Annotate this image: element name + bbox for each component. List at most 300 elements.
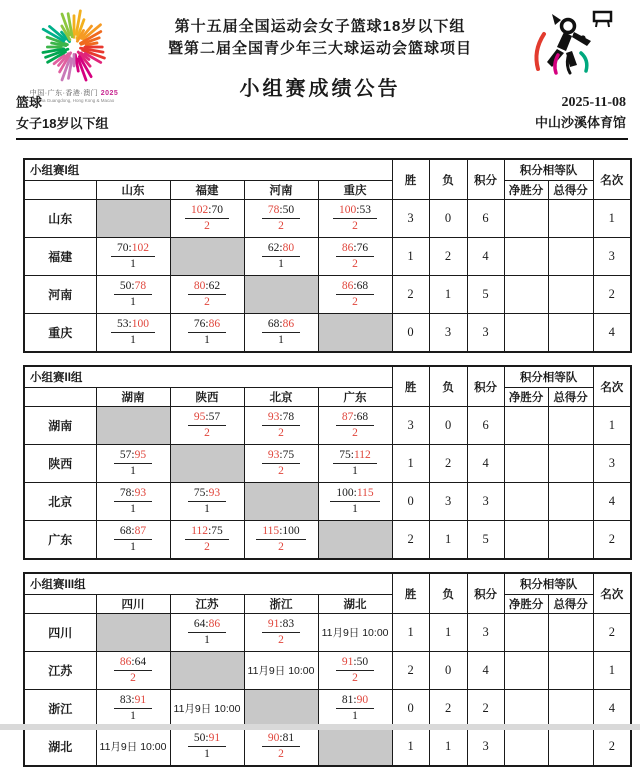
match-score-cell xyxy=(318,690,392,728)
venue-label: 中山沙溪体育馆 xyxy=(534,115,626,130)
table-row xyxy=(24,652,631,690)
page-edge xyxy=(0,724,640,730)
score: 70:102 xyxy=(111,242,155,257)
score-right: 75 xyxy=(282,448,295,461)
game-points: 1 xyxy=(204,333,210,346)
match-score-cell xyxy=(244,238,318,276)
match-score-cell xyxy=(170,728,244,767)
game-points: 2 xyxy=(204,295,210,308)
score-fraction xyxy=(111,318,155,347)
score-right: 115 xyxy=(356,486,374,499)
event-title-line2: 暨第二届全国青少年三大球运动会篮球项目 xyxy=(167,40,472,57)
match-score-cell xyxy=(96,238,170,276)
total-score-cell xyxy=(548,483,593,521)
score-right: 100 xyxy=(131,317,149,330)
game-points: 2 xyxy=(130,671,136,684)
diagonal-cell xyxy=(244,276,318,314)
points-cell: 4 xyxy=(467,445,504,483)
group-label: 小组赛II组 xyxy=(24,366,392,388)
score-fraction xyxy=(333,204,377,233)
score-right: 78 xyxy=(282,410,295,423)
rank-cell: 2 xyxy=(593,521,631,560)
group-table xyxy=(23,158,632,353)
group-table xyxy=(23,572,632,767)
score-right: 50 xyxy=(282,203,295,216)
total-score-cell xyxy=(548,200,593,238)
score-fraction xyxy=(336,656,374,685)
score-left: 83 xyxy=(119,693,132,706)
score-left: 93 xyxy=(267,410,280,423)
score-left: 93 xyxy=(267,448,280,461)
event-title-line1: 第十五届全国运动会女子篮球18岁以下组 xyxy=(174,18,466,35)
points-cell: 2 xyxy=(467,690,504,728)
diagonal-cell xyxy=(96,407,170,445)
goal-diff-cell xyxy=(504,276,548,314)
score-right: 80 xyxy=(282,241,295,254)
game-points: 2 xyxy=(352,295,358,308)
score-fraction xyxy=(188,487,226,516)
diagonal-cell xyxy=(170,652,244,690)
rank-cell: 3 xyxy=(593,445,631,483)
match-score-cell xyxy=(318,238,392,276)
score-right: 68 xyxy=(356,410,369,423)
wins-cell: 3 xyxy=(392,200,429,238)
losses-cell: 2 xyxy=(429,445,467,483)
score-left: 100 xyxy=(339,203,357,216)
losses-cell: 1 xyxy=(429,276,467,314)
team-row-header: 湖北 xyxy=(24,728,96,767)
score-fraction xyxy=(333,449,377,478)
goal-diff-cell xyxy=(504,445,548,483)
points-cell: 3 xyxy=(467,614,504,652)
wins-cell: 2 xyxy=(392,276,429,314)
game-points: 2 xyxy=(278,426,284,439)
col-header-points: 积分 xyxy=(467,159,504,200)
scheduled-match-cell: 11月9日 10:00 xyxy=(244,652,318,690)
col-header-loss: 负 xyxy=(429,366,467,407)
match-score-cell xyxy=(318,407,392,445)
score-fraction xyxy=(114,525,152,554)
score-right: 78 xyxy=(134,279,147,292)
game-points: 1 xyxy=(130,464,136,477)
col-header-rank: 名次 xyxy=(593,573,631,614)
score: 57:95 xyxy=(114,449,152,464)
team-row-header: 重庆 xyxy=(24,314,96,353)
diagonal-cell xyxy=(96,200,170,238)
col-header-points: 积分 xyxy=(467,366,504,407)
team-row-header: 广东 xyxy=(24,521,96,560)
game-points: 1 xyxy=(204,633,210,646)
col-header-rank: 名次 xyxy=(593,366,631,407)
score: 95:57 xyxy=(188,411,226,426)
score-left: 80 xyxy=(193,279,206,292)
col-header-diff: 净胜分 xyxy=(504,595,548,614)
score-right: 86 xyxy=(208,617,221,630)
match-score-cell xyxy=(96,652,170,690)
score-right: 93 xyxy=(134,486,147,499)
match-score-cell xyxy=(96,445,170,483)
date-label: 2025-11-08 xyxy=(561,95,626,110)
sport-label: 篮球 xyxy=(16,95,43,110)
total-score-cell xyxy=(548,314,593,353)
goal-diff-cell xyxy=(504,614,548,652)
table-row xyxy=(24,407,631,445)
score-left: 95 xyxy=(193,410,206,423)
total-score-cell xyxy=(548,728,593,767)
score-left: 50 xyxy=(119,279,132,292)
match-score-cell xyxy=(170,407,244,445)
goal-diff-cell xyxy=(504,521,548,560)
match-score-cell xyxy=(96,690,170,728)
score-right: 83 xyxy=(282,617,295,630)
score-left: 50 xyxy=(193,731,206,744)
total-score-cell xyxy=(548,407,593,445)
score: 81:90 xyxy=(336,694,374,709)
score-left: 76 xyxy=(193,317,206,330)
score-left: 86 xyxy=(341,241,354,254)
score-fraction xyxy=(336,411,374,440)
score-left: 78 xyxy=(267,203,280,216)
col-header-total: 总得分 xyxy=(548,388,593,407)
team-column-header: 广东 xyxy=(318,388,392,407)
game-points: 2 xyxy=(352,257,358,270)
match-score-cell xyxy=(244,614,318,652)
losses-cell: 3 xyxy=(429,483,467,521)
score: 91:83 xyxy=(262,618,300,633)
wins-cell: 1 xyxy=(392,445,429,483)
col-header-diff: 净胜分 xyxy=(504,181,548,200)
team-column-header: 北京 xyxy=(244,388,318,407)
score: 78:50 xyxy=(262,204,300,219)
game-points: 2 xyxy=(278,219,284,232)
score-fraction xyxy=(114,280,152,309)
score-fraction xyxy=(336,242,374,271)
wins-cell: 1 xyxy=(392,728,429,767)
diagonal-cell xyxy=(170,238,244,276)
score: 115:100 xyxy=(256,525,305,540)
header-divider xyxy=(16,138,628,140)
score: 93:78 xyxy=(262,411,300,426)
goal-diff-cell xyxy=(504,407,548,445)
score-right: 91 xyxy=(134,693,147,706)
match-score-cell xyxy=(170,614,244,652)
score: 78:93 xyxy=(114,487,152,502)
game-points: 1 xyxy=(204,747,210,760)
rank-cell: 4 xyxy=(593,314,631,353)
losses-cell: 3 xyxy=(429,314,467,353)
team-row-header: 陕西 xyxy=(24,445,96,483)
table-row xyxy=(24,521,631,560)
score: 76:86 xyxy=(188,318,226,333)
score-fraction xyxy=(262,732,300,761)
team-column-header: 河南 xyxy=(244,181,318,200)
losses-cell: 1 xyxy=(429,521,467,560)
total-score-cell xyxy=(548,690,593,728)
score-fraction xyxy=(262,318,300,347)
score-fraction xyxy=(336,280,374,309)
game-points: 2 xyxy=(204,219,210,232)
score-left: 70 xyxy=(117,241,129,254)
score: 50:78 xyxy=(114,280,152,295)
game-points: 1 xyxy=(352,464,358,477)
score-left: 86 xyxy=(341,279,354,292)
score-fraction xyxy=(114,694,152,723)
corner-cell xyxy=(24,595,96,614)
score-right: 50 xyxy=(356,655,369,668)
game-points: 2 xyxy=(278,747,284,760)
game-points: 1 xyxy=(130,257,136,270)
total-score-cell xyxy=(548,238,593,276)
table-row xyxy=(24,728,631,767)
score-left: 75 xyxy=(339,448,351,461)
table-row xyxy=(24,445,631,483)
score-fraction xyxy=(330,487,379,516)
score-left: 115 xyxy=(262,524,280,537)
score-left: 53 xyxy=(117,317,129,330)
score: 62:80 xyxy=(262,242,300,257)
tables xyxy=(23,141,628,767)
goal-diff-cell xyxy=(504,314,548,353)
diagonal-cell xyxy=(170,445,244,483)
document-header xyxy=(90,16,550,101)
score-right: 87 xyxy=(134,524,147,537)
score-left: 91 xyxy=(267,617,280,630)
score-right: 53 xyxy=(359,203,371,216)
score: 86:76 xyxy=(336,242,374,257)
score: 68:86 xyxy=(262,318,300,333)
col-header-total: 总得分 xyxy=(548,595,593,614)
match-score-cell xyxy=(244,521,318,560)
match-score-cell xyxy=(318,200,392,238)
diagonal-cell xyxy=(244,690,318,728)
rank-cell: 1 xyxy=(593,652,631,690)
team-row-header: 浙江 xyxy=(24,690,96,728)
score-fraction xyxy=(114,487,152,516)
match-score-cell xyxy=(96,483,170,521)
total-score-cell xyxy=(548,445,593,483)
emblem-caption-en: China Guangdong, Hong Kong & Macao xyxy=(33,98,115,104)
table-row xyxy=(24,690,631,728)
wins-cell: 0 xyxy=(392,690,429,728)
points-cell: 3 xyxy=(467,728,504,767)
wins-cell: 1 xyxy=(392,614,429,652)
rank-cell: 2 xyxy=(593,614,631,652)
score: 75:112 xyxy=(333,449,377,464)
team-row-header: 四川 xyxy=(24,614,96,652)
match-score-cell xyxy=(244,445,318,483)
score-fraction xyxy=(188,618,226,647)
losses-cell: 0 xyxy=(429,407,467,445)
category-label: 女子18岁以下组 xyxy=(16,116,109,131)
wins-cell: 0 xyxy=(392,314,429,353)
team-row-header: 江苏 xyxy=(24,652,96,690)
match-score-cell xyxy=(170,200,244,238)
team-column-header: 陕西 xyxy=(170,388,244,407)
col-header-tie-group: 积分相等队 xyxy=(504,366,593,388)
score-right: 64 xyxy=(134,655,147,668)
col-header-rank: 名次 xyxy=(593,159,631,200)
match-score-cell xyxy=(170,276,244,314)
losses-cell: 2 xyxy=(429,238,467,276)
col-header-tie-group: 积分相等队 xyxy=(504,573,593,595)
game-points: 1 xyxy=(130,295,136,308)
score-fraction xyxy=(114,449,152,478)
page-title: 小组赛成绩公告 xyxy=(239,78,401,100)
diagonal-cell xyxy=(318,521,392,560)
score-fraction xyxy=(262,411,300,440)
wins-cell: 2 xyxy=(392,521,429,560)
losses-cell: 2 xyxy=(429,690,467,728)
score-left: 64 xyxy=(193,617,206,630)
meta-right xyxy=(535,96,626,129)
score-right: 68 xyxy=(356,279,369,292)
score-right: 112 xyxy=(353,448,371,461)
group-label: 小组赛I组 xyxy=(24,159,392,181)
score: 87:68 xyxy=(336,411,374,426)
goal-diff-cell xyxy=(504,483,548,521)
points-cell: 5 xyxy=(467,521,504,560)
score-right: 100 xyxy=(282,524,300,537)
score: 86:68 xyxy=(336,280,374,295)
col-header-win: 胜 xyxy=(392,573,429,614)
diagonal-cell xyxy=(96,614,170,652)
points-cell: 6 xyxy=(467,200,504,238)
group-label: 小组赛III组 xyxy=(24,573,392,595)
score-left: 57 xyxy=(119,448,132,461)
score-left: 87 xyxy=(341,410,354,423)
game-points: 1 xyxy=(352,709,358,722)
score-left: 78 xyxy=(119,486,132,499)
total-score-cell xyxy=(548,276,593,314)
losses-cell: 0 xyxy=(429,200,467,238)
score: 112:75 xyxy=(185,525,229,540)
game-points: 2 xyxy=(204,426,210,439)
score-left: 62 xyxy=(267,241,280,254)
col-header-diff: 净胜分 xyxy=(504,388,548,407)
match-score-cell xyxy=(318,483,392,521)
score-fraction xyxy=(188,732,226,761)
match-score-cell xyxy=(170,521,244,560)
total-score-cell xyxy=(548,521,593,560)
game-points: 2 xyxy=(352,219,358,232)
rank-cell: 2 xyxy=(593,728,631,767)
score-left: 68 xyxy=(119,524,132,537)
rank-cell: 1 xyxy=(593,200,631,238)
game-points: 2 xyxy=(352,426,358,439)
rank-cell: 4 xyxy=(593,690,631,728)
score: 86:64 xyxy=(114,656,152,671)
rank-cell: 4 xyxy=(593,483,631,521)
score-right: 90 xyxy=(356,693,369,706)
score-left: 102 xyxy=(191,203,209,216)
match-score-cell xyxy=(170,314,244,353)
game-points: 1 xyxy=(204,502,210,515)
game-points: 1 xyxy=(130,333,136,346)
team-column-header: 四川 xyxy=(96,595,170,614)
table-row xyxy=(24,200,631,238)
total-score-cell xyxy=(548,652,593,690)
score-left: 90 xyxy=(267,731,280,744)
score-right: 93 xyxy=(208,486,221,499)
team-row-header: 河南 xyxy=(24,276,96,314)
col-header-loss: 负 xyxy=(429,573,467,614)
score-left: 91 xyxy=(341,655,354,668)
score-fraction xyxy=(256,525,305,554)
diagonal-cell xyxy=(244,483,318,521)
game-points: 1 xyxy=(130,502,136,515)
match-score-cell xyxy=(318,652,392,690)
score-left: 81 xyxy=(341,693,354,706)
match-score-cell xyxy=(96,521,170,560)
match-score-cell xyxy=(96,314,170,353)
score-right: 62 xyxy=(208,279,221,292)
score: 75:93 xyxy=(188,487,226,502)
score: 68:87 xyxy=(114,525,152,540)
table-row xyxy=(24,614,631,652)
diagonal-cell xyxy=(318,728,392,767)
score-left: 112 xyxy=(191,524,209,537)
table-row xyxy=(24,276,631,314)
game-points: 1 xyxy=(352,502,358,515)
game-points: 1 xyxy=(278,257,284,270)
score-left: 68 xyxy=(267,317,280,330)
match-score-cell xyxy=(318,445,392,483)
losses-cell: 1 xyxy=(429,614,467,652)
team-column-header: 江苏 xyxy=(170,595,244,614)
table-row xyxy=(24,483,631,521)
meta-left xyxy=(16,96,108,130)
match-score-cell xyxy=(318,276,392,314)
goal-diff-cell xyxy=(504,238,548,276)
score-fraction xyxy=(262,618,300,647)
points-cell: 4 xyxy=(467,238,504,276)
score-right: 70 xyxy=(211,203,223,216)
team-row-header: 湖南 xyxy=(24,407,96,445)
score-right: 75 xyxy=(211,524,223,537)
match-score-cell xyxy=(244,314,318,353)
score-fraction xyxy=(185,525,229,554)
points-cell: 4 xyxy=(467,652,504,690)
score-right: 81 xyxy=(282,731,295,744)
score-left: 86 xyxy=(119,655,132,668)
col-header-tie-group: 积分相等队 xyxy=(504,159,593,181)
points-cell: 3 xyxy=(467,483,504,521)
total-score-cell xyxy=(548,614,593,652)
team-column-header: 重庆 xyxy=(318,181,392,200)
goal-diff-cell xyxy=(504,652,548,690)
goal-diff-cell xyxy=(504,690,548,728)
game-points: 2 xyxy=(278,464,284,477)
match-score-cell xyxy=(244,200,318,238)
score: 100:53 xyxy=(333,204,377,219)
score-fraction xyxy=(262,449,300,478)
score: 93:75 xyxy=(262,449,300,464)
team-column-header: 山东 xyxy=(96,181,170,200)
team-row-header: 福建 xyxy=(24,238,96,276)
score-fraction xyxy=(262,242,300,271)
score-fraction xyxy=(262,204,300,233)
match-score-cell xyxy=(170,483,244,521)
game-points: 2 xyxy=(278,540,284,553)
score-fraction xyxy=(114,656,152,685)
rank-cell: 3 xyxy=(593,238,631,276)
losses-cell: 0 xyxy=(429,652,467,690)
score: 102:70 xyxy=(185,204,229,219)
scheduled-match-cell: 11月9日 10:00 xyxy=(96,728,170,767)
rank-cell: 1 xyxy=(593,407,631,445)
score-right: 91 xyxy=(208,731,221,744)
score-fraction xyxy=(111,242,155,271)
